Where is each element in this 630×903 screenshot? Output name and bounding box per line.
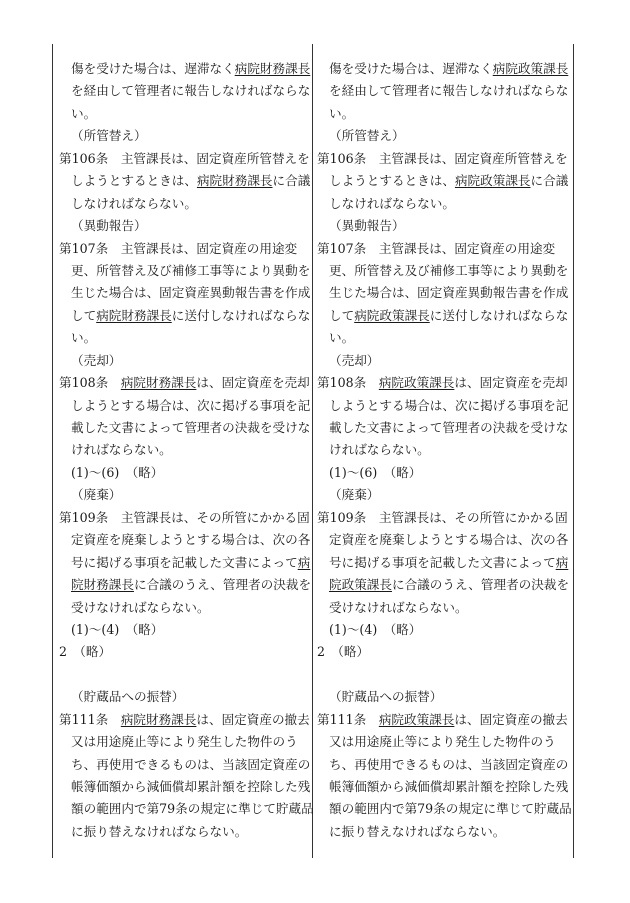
- article-heading: （貯蔵品への振替）: [71, 689, 185, 705]
- comparison-table: [52, 44, 574, 858]
- article-111: 第111条 病院財務課長は、固定資産の撤去: [59, 711, 310, 727]
- text-line: しようとするときは、病院財務課長に合議: [71, 173, 311, 189]
- article-heading: （売却）: [71, 352, 122, 368]
- text-line: ち、再使用できるものは、当該固定資産の: [71, 756, 311, 772]
- text-line: い。: [329, 330, 355, 346]
- text-line: 傷を受けた場合は、遅滞なく病院政策課長: [329, 61, 569, 76]
- article-108: 第108条 病院財務課長は、固定資産を売却: [59, 375, 310, 391]
- article-heading: （売却）: [329, 352, 380, 368]
- text-line: 載した文書によって管理者の決裁を受けな: [329, 420, 569, 435]
- dept-name: 病院財務課長: [196, 173, 273, 189]
- article-heading: （所管替え）: [329, 128, 405, 144]
- dept-name: 病院財務課長: [120, 711, 197, 727]
- text-line: (1)～(4) （略）: [329, 621, 422, 637]
- article-107: 第107条 主管課長は、固定資産の用途変: [317, 240, 556, 256]
- text-line: を経由して管理者に報告しなければならな: [329, 83, 569, 99]
- text-line: 又は用途廃止等により発生した物件のう: [71, 734, 298, 750]
- text-line: 生じた場合は、固定資産異動報告書を作成: [71, 285, 311, 301]
- text-line: 院政策課長に合議のうえ、管理者の決裁を: [329, 577, 570, 593]
- text-line: しなければならない。: [71, 195, 197, 211]
- dept-name: 病院政策課長: [354, 307, 430, 323]
- article-107: 第107条 主管課長は、固定資産の用途変: [59, 240, 298, 256]
- article-heading: （貯蔵品への振替）: [329, 689, 443, 705]
- text-line: 号に掲げる事項を記載した文書によって病: [71, 554, 311, 570]
- text-line: 受けなければならない。: [71, 599, 210, 615]
- article-heading: （所管替え）: [71, 128, 147, 144]
- text-line: しようとする場合は、次に掲げる事項を記: [329, 397, 569, 413]
- dept-name: 病院財務課長: [120, 375, 197, 391]
- text-line: 傷を受けた場合は、遅滞なく病院財務課長: [71, 61, 311, 76]
- text-line: を経由して管理者に報告しなければならな: [71, 83, 311, 99]
- spacer: [317, 664, 572, 686]
- text-line: 更、所管替え及び補修工事等により異動を: [329, 262, 569, 278]
- text-line: 号に掲げる事項を記載した文書によって病: [329, 554, 569, 570]
- text-line: 受けなければならない。: [329, 599, 468, 615]
- dept-name: 病院政策課長: [492, 61, 569, 76]
- text-line: 更、所管替え及び補修工事等により異動を: [71, 262, 311, 278]
- article-106: 第106条 主管課長は、固定資産所管替えを: [317, 150, 568, 166]
- left-column: [59, 58, 314, 843]
- text-line: しようとするときは、病院政策課長に合議: [329, 173, 569, 189]
- text-line: ければならない。: [71, 442, 172, 458]
- article-109: 第109条 主管課長は、その所管にかかる固: [317, 509, 568, 525]
- text-line: して病院財務課長に送付しなければならな: [71, 307, 311, 323]
- article-108: 第108条 病院政策課長は、固定資産を売却: [317, 375, 568, 391]
- text-line: 帳簿価額から減価償却累計額を控除した残: [71, 779, 311, 794]
- article-heading: （異動報告）: [329, 218, 405, 234]
- text-line: い。: [71, 330, 97, 346]
- text-line: しなければならない。: [329, 195, 455, 211]
- dept-name: 病院財務課長: [96, 307, 172, 323]
- text-line: ければならない。: [329, 442, 430, 458]
- text-line: 額の範囲内で第79条の規定に準じて貯蔵品: [329, 801, 572, 817]
- text-line: (1)～(6) （略）: [329, 464, 422, 480]
- text-line: 帳簿価額から減価償却累計額を控除した残: [329, 779, 569, 794]
- text-line: して病院政策課長に送付しなければならな: [329, 307, 569, 323]
- text-line: 額の範囲内で第79条の規定に準じて貯蔵品: [71, 801, 314, 817]
- dept-name: 病院政策課長: [378, 375, 455, 391]
- dept-name: 病院政策課長: [378, 711, 455, 727]
- right-column: [317, 58, 572, 843]
- text-line: ち、再使用できるものは、当該固定資産の: [329, 756, 569, 772]
- text-line: 定資産を廃棄しようとする場合は、次の各: [329, 532, 569, 548]
- article-heading: （廃棄）: [329, 487, 380, 503]
- text-line: 定資産を廃棄しようとする場合は、次の各: [71, 532, 311, 548]
- text-line: に振り替えなければならない。: [71, 823, 248, 839]
- dept-name: 病院財務課長: [234, 61, 311, 76]
- text-line: い。: [71, 105, 97, 121]
- text-line: (1)～(6) （略）: [71, 464, 164, 480]
- article-heading: （廃棄）: [71, 487, 122, 503]
- text-line: 又は用途廃止等により発生した物件のう: [329, 734, 556, 750]
- text-line: い。: [329, 105, 355, 121]
- text-line: 載した文書によって管理者の決裁を受けな: [71, 420, 311, 435]
- text-line: に振り替えなければならない。: [329, 823, 506, 839]
- text-line: 2 （略）: [59, 644, 112, 660]
- text-line: (1)～(4) （略）: [71, 621, 164, 637]
- dept-name: 病院政策課長: [454, 173, 531, 189]
- article-heading: （異動報告）: [71, 218, 147, 234]
- text-line: 2 （略）: [317, 644, 370, 660]
- text-line: しようとする場合は、次に掲げる事項を記: [71, 397, 311, 413]
- article-111: 第111条 病院政策課長は、固定資産の撤去: [317, 711, 568, 727]
- article-109: 第109条 主管課長は、その所管にかかる固: [59, 509, 310, 525]
- article-106: 第106条 主管課長は、固定資産所管替えを: [59, 150, 310, 166]
- spacer: [59, 664, 314, 686]
- text-line: 生じた場合は、固定資産異動報告書を作成: [329, 285, 569, 301]
- text-line: 院財務課長に合議のうえ、管理者の決裁を: [71, 577, 312, 593]
